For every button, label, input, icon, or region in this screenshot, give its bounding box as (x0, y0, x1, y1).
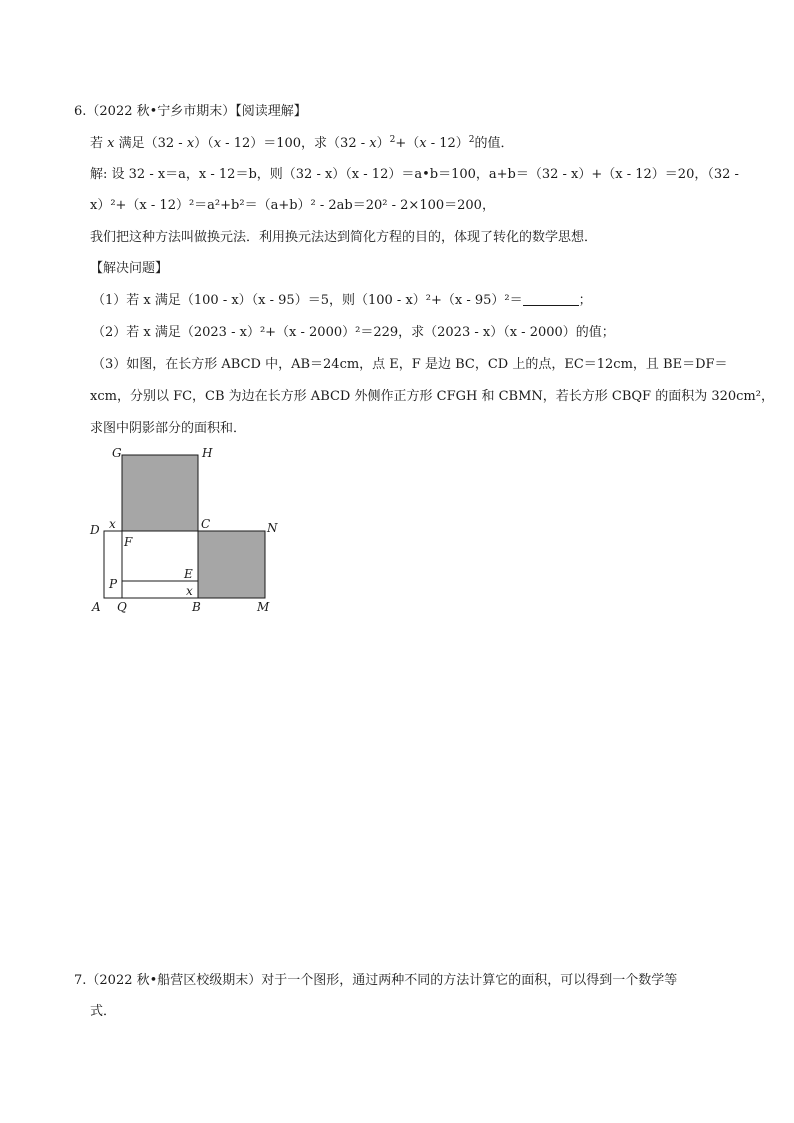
q6-part1: （1）若 x 满足（100 - x）（x - 95）＝5，则（100 - x）²+（x - 95）²＝ ； (92, 293, 592, 308)
answer-blank[interactable] (523, 293, 579, 306)
q6-part2: （2）若 x 满足（2023 - x）²+（x - 2000）²＝229，求（2023 - x）（x - 2000）的值； (92, 325, 615, 340)
q7-line1: 7.（2022 秋•船营区校级期末）对于一个图形，通过两种不同的方法计算它的面积，可以得到一个数学等 (74, 973, 678, 988)
q6-part3-line1: （3）如图，在长方形 ABCD 中，AB＝24cm，点 E，F 是边 BC，CD 上的点，EC＝12cm，且 BE＝DF＝ (92, 357, 728, 372)
rectangle-abcd (104, 531, 198, 598)
q6-solution-line2: x）²+（x - 12）²＝a²+b²＝（a+b）² - 2ab＝20² - 2×100＝200， (90, 198, 495, 213)
label-c: C (201, 517, 211, 531)
label-g: G (112, 446, 122, 460)
q6-solve-title: 【解决问题】 (90, 261, 169, 276)
q7-line2: 式． (90, 1004, 117, 1019)
label-x-top: x (109, 517, 116, 531)
label-a: A (92, 600, 101, 614)
q6-part3-line3: 求图中阴影部分的面积和． (90, 421, 247, 436)
label-m: M (257, 600, 270, 614)
q6-part3-line2: xcm，分别以 FC，CB 为边在长方形 ABCD 外侧作正方形 CFGH 和 CBMN，若长方形 CBQF 的面积为 320cm²， (90, 389, 774, 404)
q6-solution-line1: 解: 设 32 - x＝a，x - 12＝b，则（32 - x）（x - 12）＝a•b＝100，a+b＝（32 - x）+（x - 12）＝20，（32 - (90, 167, 739, 182)
square-cfgh (122, 455, 198, 531)
q6-method-text: 我们把这种方法叫做换元法．利用换元法达到简化方程的目的，体现了转化的数学思想． (90, 230, 598, 245)
square-cbmn (198, 531, 265, 598)
label-x-bottom: x (186, 584, 193, 598)
label-b: B (192, 600, 201, 614)
label-d: D (90, 523, 100, 537)
label-n: N (267, 521, 278, 535)
label-h: H (202, 446, 213, 460)
label-e: E (184, 567, 193, 581)
q6-header: 6.（2022 秋•宁乡市期末）【阅读理解】 (74, 104, 307, 119)
geometry-figure (80, 440, 300, 620)
label-p: P (109, 577, 118, 591)
q6-question: 若 x 满足（32 - x）（x - 12）＝100，求（32 - x）$^2$+（x - 12）$^2$的值． (90, 135, 514, 151)
label-f: F (124, 535, 133, 549)
label-q: Q (117, 600, 127, 614)
